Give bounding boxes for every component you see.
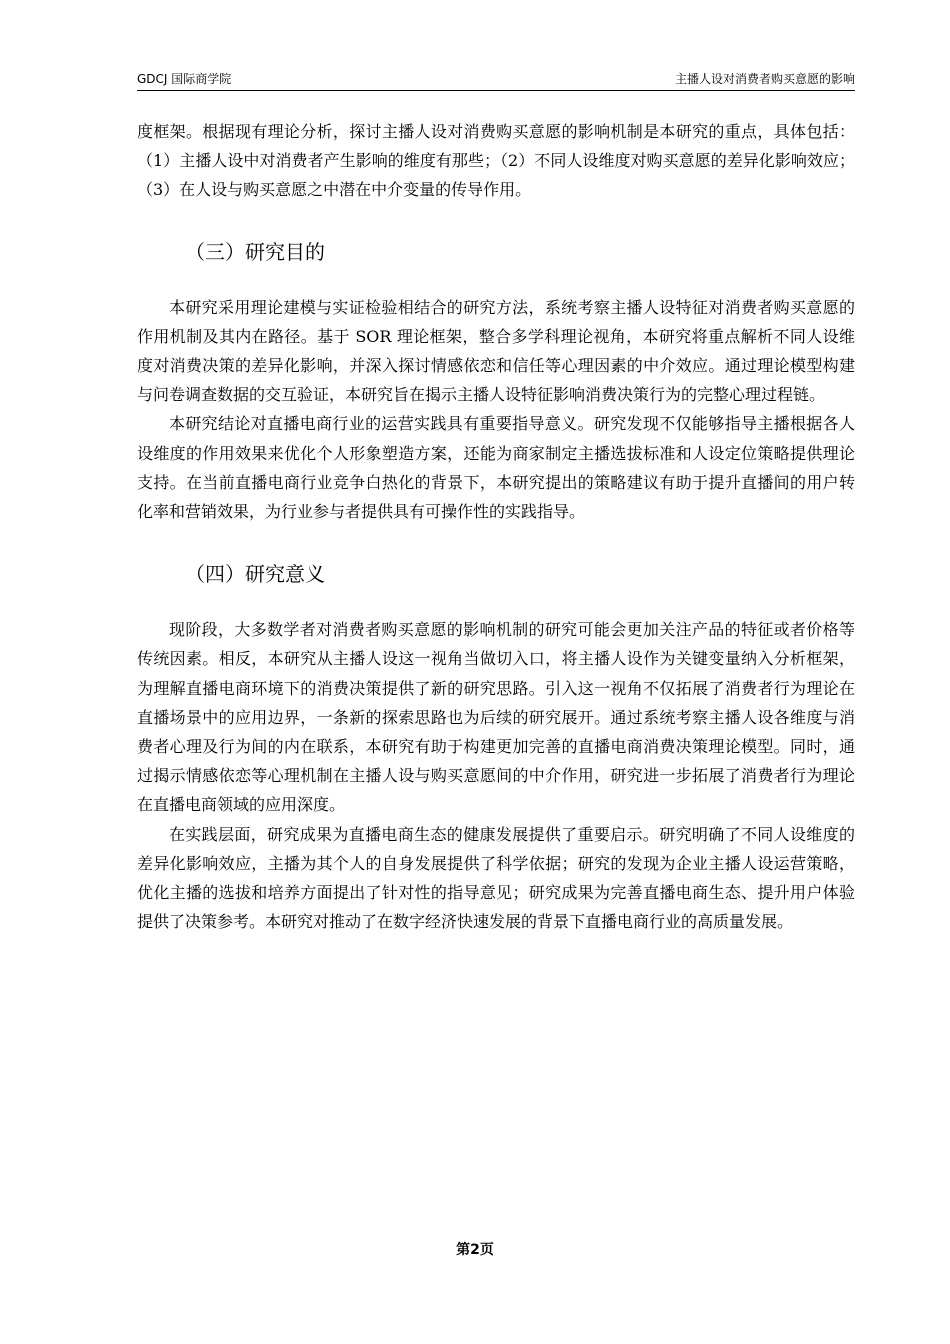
section-heading-research-purpose: （三）研究目的	[185, 239, 325, 264]
significance-paragraph-2: 在实践层面，研究成果为直播电商生态的健康发展提供了重要启示。研究明确了不同人设维度的差异化影响效应，主播为其个人的自身发展提供了科学依据；研究的发现为企业主播人设运营策略，优化主播的选拔和培养方面提出了针对性的指导意见；研究成果为完善直播电商生态、提升用户体验提供了决策参考。本研究对推动了在数字经济快速发展的背景下直播电商行业的高质量发展。	[137, 824, 855, 932]
page-header	[137, 68, 855, 91]
page-body	[137, 117, 855, 936]
significance-paragraph-1: 现阶段，大多数学者对消费者购买意愿的影响机制的研究可能会更加关注产品的特征或者价格等传统因素。相反，本研究从主播人设这一视角当做切入口，将主播人设作为关键变量纳入分析框架，为理解直播电商环境下的消费决策提供了新的研究思路。引入这一视角不仅拓展了消费者行为理论在直播场景中的应用边界，一条新的探索思路也为后续的研究展开。通过系统考察主播人设各维度与消费者心理及行为间的内在联系，本研究有助于构建更加完善的直播电商消费决策理论模型。同时，通过揭示情感依恋等心理机制在主播人设与购买意愿间的中介作用，研究进一步拓展了消费者行为理论在直播电商领域的应用深度。	[137, 620, 855, 815]
intro-paragraph: 度框架。根据现有理论分析，探讨主播人设对消费购买意愿的影响机制是本研究的重点，具体包括：（1）主播人设中对消费者产生影响的维度有那些；（2）不同人设维度对购买意愿的差异化影响效应；（3）在人设与购买意愿之中潜在中介变量的传导作用。	[137, 122, 855, 200]
page-number: 第2页	[456, 1242, 494, 1258]
section-heading-research-significance: （四）研究意义	[185, 562, 325, 587]
purpose-paragraph-2: 本研究结论对直播电商行业的运营实践具有重要指导意义。研究发现不仅能够指导主播根据各人设维度的作用效果来优化个人形象塑造方案，还能为商家制定主播选拔标准和人设定位策略提供理论支持。在当前直播电商行业竞争白热化的背景下，本研究提出的策略建议有助于提升直播间的用户转化率和营销效果，为行业参与者提供具有可操作性的实践指导。	[137, 414, 855, 522]
header-paper-title: 主播人设对消费者购买意愿的影响	[674, 72, 855, 86]
header-institution: GDCJ 国际商学院	[137, 72, 232, 86]
purpose-paragraph-1: 本研究采用理论建模与实证检验相结合的研究方法，系统考察主播人设特征对消费者购买意愿的作用机制及其内在路径。基于 SOR 理论框架，整合多学科理论视角，本研究将重点解析不同人设维度对消费决策的差异化影响，并深入探讨情感依恋和信任等心理因素的中介效应。通过理论模型构建与问卷调查数据的交互验证，本研究旨在揭示主播人设特征影响消费决策行为的完整心理过程链。	[137, 297, 855, 405]
